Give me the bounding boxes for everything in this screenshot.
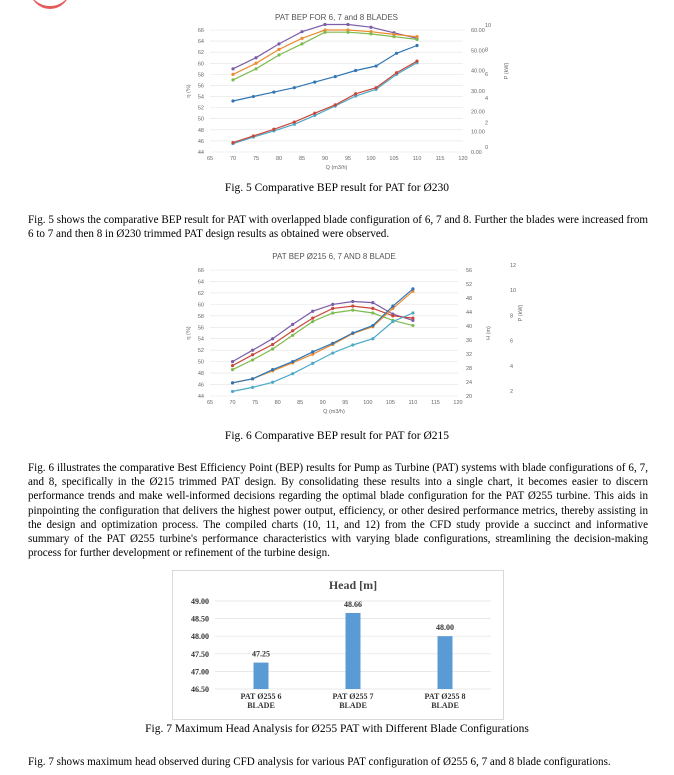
data-point (351, 308, 354, 311)
y-tick-label: 58 (197, 72, 204, 79)
data-point (415, 59, 418, 62)
data-point (311, 310, 314, 313)
right-axis-tick-label: 20 (466, 394, 473, 400)
data-point (392, 35, 395, 38)
right-axis2-tick-label: 4 (485, 96, 489, 103)
right-axis-tick-label: 40.00 (471, 68, 485, 75)
paragraph-fig5: Fig. 5 shows the comparative BEP result for PAT with overlapped blade configuration of 6, 7 and 8. Further the blades were increased from 6 to 7 and then 8 in Ø230 trimmed PAT design results as obtained were observed. (28, 214, 648, 241)
right-outer-axis-label: P (kW) (504, 62, 510, 80)
data-point (346, 31, 349, 34)
data-point (369, 32, 372, 35)
data-point (271, 381, 274, 384)
right-axis2-tick-label: 8 (485, 47, 489, 54)
y-tick-label: 48.00 (191, 632, 209, 642)
data-point (411, 317, 414, 320)
data-point (272, 128, 275, 131)
x-tick-label: 85 (298, 156, 306, 162)
y-tick-label: 54 (197, 94, 204, 101)
data-point (375, 86, 378, 89)
data-point (331, 307, 334, 310)
fig7-bar-chart-svg (173, 571, 503, 719)
data-point (354, 69, 357, 72)
data-point (334, 75, 337, 78)
y-tick-label: 62 (197, 50, 204, 57)
series-line (233, 313, 413, 391)
x-tick-label: 100 (363, 400, 373, 406)
data-point (231, 67, 234, 70)
chart-title: PAT BEP Ø215 6, 7 AND 8 BLADE (272, 252, 396, 261)
data-point (351, 343, 354, 346)
data-point (291, 360, 294, 363)
x-tick-label: 70 (229, 400, 236, 406)
y-tick-label: 44 (197, 150, 204, 156)
data-point (231, 99, 234, 102)
data-point (231, 381, 234, 384)
fig6-chart (168, 248, 526, 426)
data-point (291, 334, 294, 337)
data-point (371, 324, 374, 327)
right-axis2-tick-label: 0 (485, 145, 489, 151)
data-point (311, 350, 314, 353)
right-axis-tick-label: 28 (466, 366, 473, 372)
right-axis2-tick-label: 12 (510, 263, 517, 269)
fig5-line-chart-svg (168, 0, 526, 180)
series-line (233, 310, 413, 370)
data-point (351, 300, 354, 303)
paragraph-fig7: Fig. 7 shows maximum head observed during CFD analysis for various PAT configuration of Ø255 6, 7 and 8 blade configurations. (28, 756, 611, 768)
data-point (272, 91, 275, 94)
y-tick-label: 46.50 (191, 685, 209, 694)
x-tick-label: 75 (252, 400, 259, 406)
data-point (251, 386, 254, 389)
y-tick-label: 48.50 (191, 614, 209, 624)
x-category-label: PAT Ø255 8 (424, 692, 466, 701)
x-tick-label: 95 (342, 400, 349, 406)
right-axis-label: H (m) (486, 326, 492, 340)
series-line (233, 291, 413, 383)
x-tick-label: 110 (412, 156, 422, 162)
x-tick-label: 115 (431, 400, 440, 406)
x-tick-label: 65 (206, 156, 214, 162)
right-axis-tick-label: 44 (466, 310, 473, 316)
fig5-caption: Fig. 5 Comparative BEP result for PAT for Ø230 (224, 182, 450, 194)
x-tick-label: 120 (453, 400, 463, 406)
data-point (415, 35, 418, 38)
data-point (293, 120, 296, 123)
data-point (391, 304, 394, 307)
data-point (251, 358, 254, 361)
x-axis-label: Q (m3/h) (323, 409, 345, 415)
data-point (252, 134, 255, 137)
y-tick-label: 60 (197, 302, 204, 309)
x-tick-label: 80 (274, 400, 281, 406)
data-point (369, 26, 372, 29)
bar-value-label: 48.66 (344, 599, 362, 609)
x-tick-label: 105 (385, 400, 395, 406)
x-tick-label: 110 (408, 400, 418, 406)
data-point (277, 48, 280, 51)
right-axis-tick-label: 32 (466, 352, 473, 358)
data-point (300, 30, 303, 33)
data-point (252, 95, 255, 98)
y-tick-label: 50 (197, 359, 204, 366)
right-axis2-tick-label: 2 (510, 389, 514, 395)
right-axis-tick-label: 52 (466, 282, 473, 288)
data-point (411, 311, 414, 314)
data-point (254, 62, 257, 65)
series-line (233, 63, 417, 144)
bar (254, 663, 269, 689)
series-line (233, 302, 413, 362)
data-point (251, 377, 254, 380)
y-tick-label: 46 (197, 138, 204, 145)
data-point (391, 314, 394, 317)
y-tick-label: 66 (197, 268, 204, 274)
y-tick-label: 62 (197, 290, 204, 297)
x-tick-label: 65 (206, 400, 214, 406)
data-point (254, 56, 257, 59)
data-point (351, 304, 354, 307)
y-tick-label: 52 (197, 105, 204, 112)
data-point (311, 317, 314, 320)
right-axis-tick-label: 30.00 (471, 89, 485, 95)
x-tick-label: 80 (275, 156, 283, 162)
data-point (313, 81, 316, 84)
data-point (300, 42, 303, 45)
y-tick-label: 56 (197, 83, 204, 90)
data-point (300, 37, 303, 40)
x-category-label: BLADE (247, 701, 275, 710)
data-point (415, 38, 418, 41)
data-point (391, 320, 394, 323)
right-axis-tick-label: 24 (466, 380, 473, 386)
y-tick-label: 48 (197, 371, 204, 378)
series-line (233, 46, 417, 102)
y-tick-label: 64 (197, 279, 204, 286)
data-point (291, 329, 294, 332)
data-point (291, 372, 294, 375)
data-point (331, 311, 334, 314)
right-axis-tick-label: 60.00 (471, 28, 485, 34)
data-point (277, 53, 280, 56)
y-tick-label: 56 (197, 325, 204, 332)
data-point (271, 347, 274, 350)
data-point (323, 23, 326, 26)
x-tick-label: 120 (458, 156, 468, 162)
data-point (271, 337, 274, 340)
series-line (233, 289, 413, 383)
data-point (331, 342, 334, 345)
right-axis2-tick-label: 2 (485, 120, 489, 127)
data-point (231, 390, 234, 393)
right-axis2-tick-label: 8 (510, 313, 514, 320)
x-category-label: PAT Ø255 7 (332, 692, 374, 701)
data-point (311, 362, 314, 365)
x-tick-label: 90 (319, 400, 326, 406)
data-point (271, 343, 274, 346)
x-tick-label: 100 (366, 156, 376, 162)
data-point (415, 44, 418, 47)
right-axis2-tick-label: 10 (485, 23, 492, 29)
y-tick-label: 60 (197, 61, 204, 68)
data-point (395, 71, 398, 74)
data-point (411, 287, 414, 290)
x-tick-label: 105 (389, 156, 399, 162)
y-tick-label: 49.00 (191, 597, 209, 606)
x-tick-label: 70 (229, 156, 237, 162)
data-point (371, 307, 374, 310)
x-category-label: PAT Ø255 6 (240, 692, 282, 701)
x-tick-label: 95 (344, 156, 352, 162)
y-tick-label: 50 (197, 116, 204, 123)
logo-fragment (30, 0, 70, 9)
data-point (331, 351, 334, 354)
data-point (395, 52, 398, 55)
data-point (331, 303, 334, 306)
data-point (375, 64, 378, 67)
data-point (311, 320, 314, 323)
right-axis-tick-label: 0.00 (471, 150, 482, 156)
x-category-label: BLADE (339, 701, 367, 710)
data-point (231, 368, 234, 371)
right-axis-tick-label: 50.00 (471, 48, 485, 55)
right-axis2-tick-label: 10 (510, 288, 517, 295)
data-point (251, 353, 254, 356)
chart-title: Head [m] (328, 578, 378, 592)
data-point (254, 67, 257, 70)
right-axis-tick-label: 40 (466, 324, 473, 330)
x-tick-label: 85 (297, 400, 304, 406)
x-tick-label: 75 (252, 156, 260, 162)
right-axis-tick-label: 20.00 (471, 109, 485, 116)
fig7-caption: Fig. 7 Maximum Head Analysis for Ø255 PAT with Different Blade Configurations (145, 723, 529, 735)
data-point (334, 103, 337, 106)
right-outer-axis-label: P (kW) (518, 304, 524, 322)
bar (438, 636, 453, 689)
data-point (371, 311, 374, 314)
bar-value-label: 47.25 (252, 649, 270, 659)
y-tick-label: 54 (197, 336, 204, 343)
bar-value-label: 48.00 (436, 623, 454, 633)
data-point (354, 92, 357, 95)
y-tick-label: 64 (197, 39, 204, 46)
data-point (231, 73, 234, 76)
chart-title: PAT BEP FOR 6, 7 and 8 BLADES (274, 13, 399, 22)
data-point (291, 323, 294, 326)
y-tick-label: 66 (197, 28, 204, 34)
data-point (231, 364, 234, 367)
y-tick-label: 47.00 (191, 667, 209, 677)
x-axis-label: Q (m3/h) (325, 165, 348, 171)
data-point (371, 337, 374, 340)
data-point (231, 141, 234, 144)
data-point (293, 86, 296, 89)
y-tick-label: 44 (197, 394, 204, 400)
y-tick-label: 48 (197, 127, 204, 134)
data-point (231, 78, 234, 81)
data-point (277, 42, 280, 45)
data-point (346, 23, 349, 26)
right-axis2-tick-label: 6 (485, 71, 489, 78)
right-axis2-tick-label: 6 (510, 338, 514, 345)
data-point (323, 31, 326, 34)
y-axis-label: η (%) (186, 84, 192, 98)
right-axis-tick-label: 10.00 (471, 129, 485, 136)
data-point (313, 112, 316, 115)
right-axis-tick-label: 48 (466, 296, 473, 302)
data-point (251, 349, 254, 352)
x-tick-label: 115 (435, 156, 445, 162)
x-tick-label: 90 (321, 156, 329, 162)
data-point (351, 331, 354, 334)
series-line (233, 61, 417, 143)
bar (346, 613, 361, 689)
y-axis-label: η (%) (186, 326, 192, 340)
y-tick-label: 47.50 (191, 649, 209, 659)
x-category-label: BLADE (431, 701, 459, 710)
data-point (271, 368, 274, 371)
fig7-chart (172, 570, 504, 720)
series-line (233, 32, 417, 80)
paragraph-fig6: Fig. 6 illustrates the comparative Best Efficiency Point (BEP) results for Pump as Turbine (PAT) systems with blade configurations of 6, 7, and 8, specifically in the Ø215 trimmed PAT design. By consolidating these results into a single chart, it becomes easier to discern performance trends and make well-informed decisions regarding the optimal blade configuration for the PAT Ø255 turbine. This aids in pinpointing the configuration that delivers the highest power output, efficiency, or other desired performance metrics, thereby assisting in the design and optimization process. The compiled charts (10, 11, and 12) from the CFD study provide a succinct and informative summary of the PAT Ø255 turbine's performance characteristics with varying blade configurations, streamlining the decision-making process for further development or refinement of the turbine design. (28, 462, 648, 560)
right-axis-tick-label: 36 (466, 338, 473, 344)
fig6-caption: Fig. 6 Comparative BEP result for PAT for Ø215 (224, 430, 450, 442)
right-axis2-tick-label: 4 (510, 363, 514, 370)
fig5-chart (168, 0, 526, 180)
y-tick-label: 46 (197, 382, 204, 389)
data-point (411, 324, 414, 327)
y-tick-label: 58 (197, 313, 204, 320)
data-point (231, 360, 234, 363)
y-tick-label: 52 (197, 348, 204, 355)
right-axis-tick-label: 56 (466, 268, 473, 274)
data-point (371, 301, 374, 304)
fig6-line-chart-svg (168, 248, 526, 426)
